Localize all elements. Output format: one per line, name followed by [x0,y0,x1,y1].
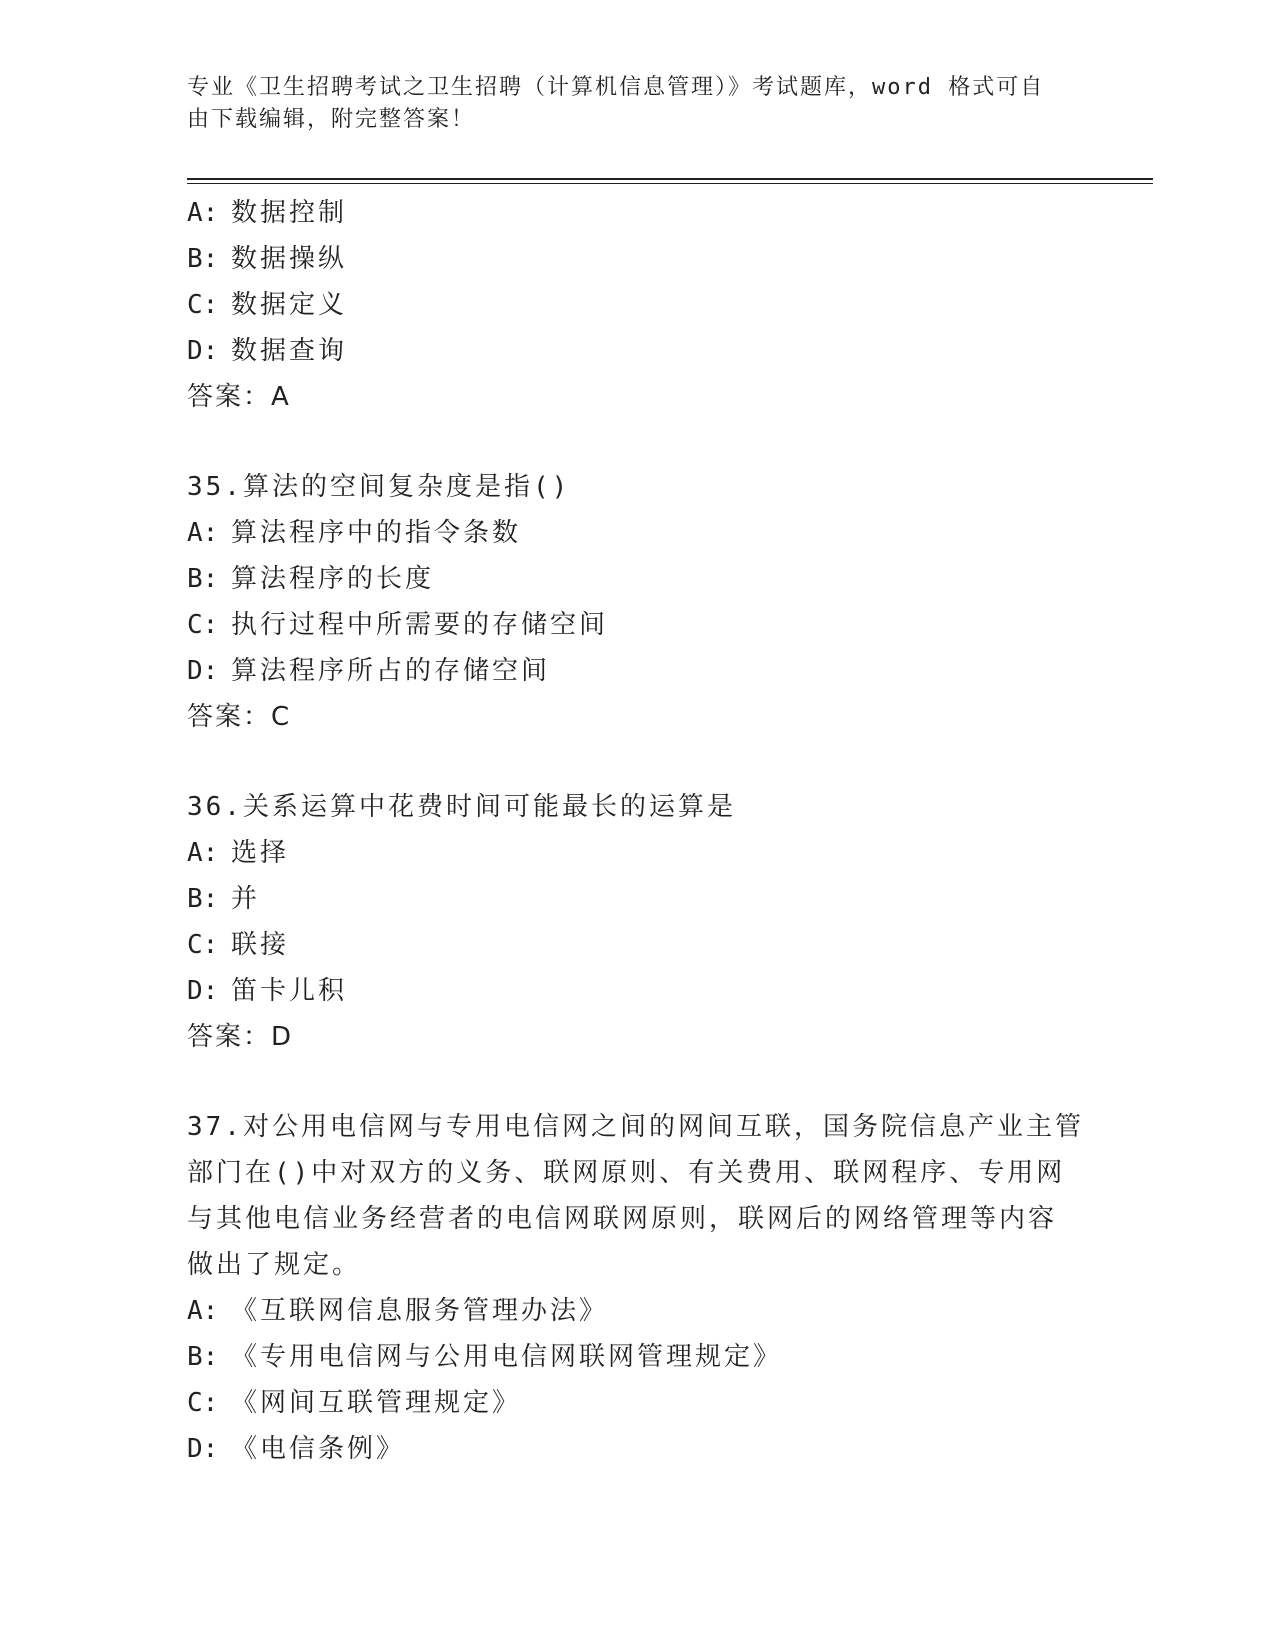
question-35 [187,464,1087,740]
option-c: C: 数据定义 [187,290,348,320]
option-b: B: 并 [187,884,261,914]
question-list [187,190,1087,1472]
option-d: D: 笛卡儿积 [187,976,348,1006]
question-stem-line-2: 部门在()中对双方的义务、联网原则、有关费用、联网程序、专用网 [187,1158,1066,1188]
option-a: A: 数据控制 [187,198,348,228]
option-d: D: 算法程序所占的存储空间 [187,656,551,686]
question-stem-line-3: 与其他电信业务经营者的电信网联网原则，联网后的网络管理等内容 [187,1204,1058,1234]
option-b: B: 数据操纵 [187,244,348,274]
question-37 [187,1104,1087,1472]
option-d: D: 数据查询 [187,336,348,366]
option-c: C: 《网间互联管理规定》 [187,1388,522,1418]
question-stem: 35.算法的空间复杂度是指() [187,472,571,502]
question-stem-line-1: 37.对公用电信网与专用电信网之间的网间互联，国务院信息产业主管 [187,1112,1084,1142]
document-header [187,72,1067,136]
question-stem-line-4: 做出了规定。 [187,1250,362,1280]
option-d: D: 《电信条例》 [187,1434,406,1464]
question-stem: 36.关系运算中花费时间可能最长的运算是 [187,792,736,822]
header-rule-thick [187,178,1153,180]
question-34 [187,190,1087,420]
question-36 [187,784,1087,1060]
option-c: C: 执行过程中所需要的存储空间 [187,610,609,640]
answer-line: 答案：D [187,1022,294,1052]
option-a: A: 算法程序中的指令条数 [187,518,522,548]
option-a: A: 选择 [187,838,290,868]
option-b: B: 《专用电信网与公用电信网联网管理规定》 [187,1342,783,1372]
header-line-1: 专业《卫生招聘考试之卫生招聘（计算机信息管理）》考试题库，word 格式可自 [187,75,1045,100]
answer-line: 答案：C [187,702,292,732]
option-b: B: 算法程序的长度 [187,564,435,594]
answer-line: 答案：A [187,382,291,412]
option-a: A: 《互联网信息服务管理办法》 [187,1296,609,1326]
header-rule-thin [187,183,1153,184]
option-c: C: 联接 [187,930,290,960]
header-line-2: 由下载编辑，附完整答案！ [187,107,476,132]
